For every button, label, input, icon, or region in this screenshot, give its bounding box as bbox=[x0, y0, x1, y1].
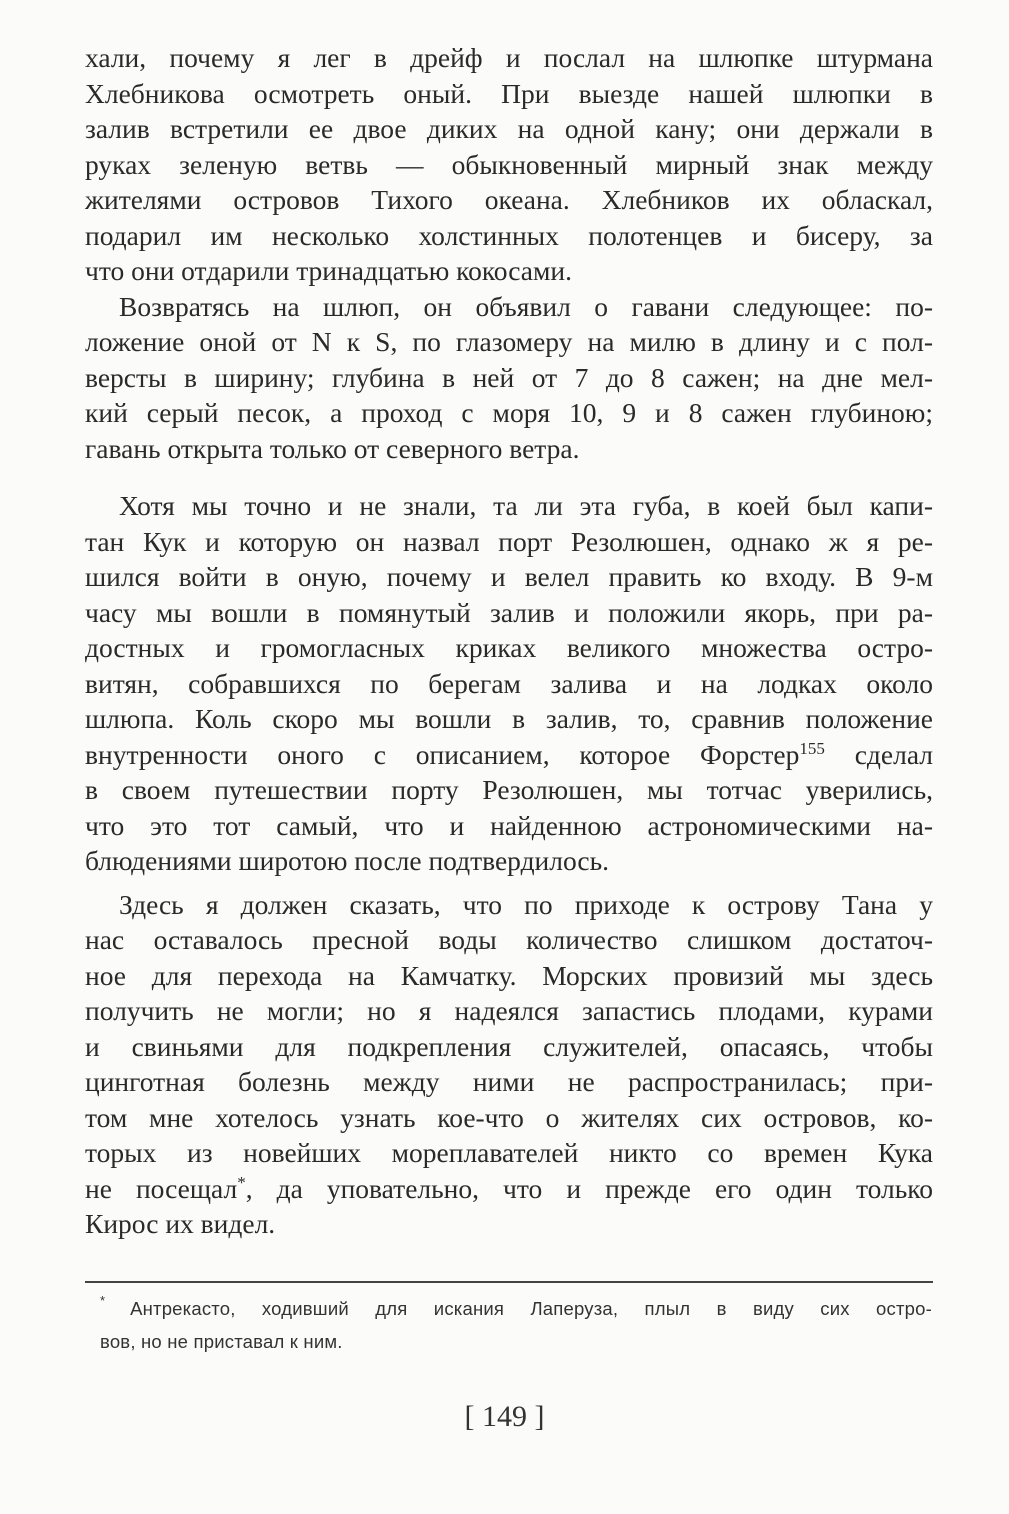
text-line bbox=[85, 737, 933, 773]
text-line: ложение оной от N к S, по глазомеру на милю в длину и с пол- bbox=[85, 326, 933, 357]
text-line: версты в ширину; глубина в ней от 7 до 8 сажен; на дне мел- bbox=[85, 361, 933, 393]
paragraph bbox=[85, 488, 933, 879]
text-line: кий серый песок, а проход с моря 10, 9 и 8 сажен глубиною; bbox=[85, 397, 933, 428]
text-line: жителями островов Тихого океана. Хлебников их обласкал, bbox=[85, 184, 933, 215]
text-line: шился войти в оную, почему и велел править ко входу. В 9-м bbox=[85, 561, 933, 592]
footnote-text: вов, но не приставал к ним. bbox=[100, 1331, 343, 1352]
body-text bbox=[85, 40, 933, 1242]
text-line: Возвратясь на шлюп, он объявил о гавани следующее: по- bbox=[119, 290, 933, 322]
paragraph bbox=[85, 887, 933, 1242]
text-line: Здесь я должен сказать, что по приходе к острову Тана у bbox=[119, 888, 933, 920]
text-line: Кирос их видел. bbox=[85, 1208, 276, 1239]
text-line: блюдениями широтою после подтвердилось. bbox=[85, 845, 610, 876]
text-line: гавань открыта только от северного ветра. bbox=[85, 432, 580, 464]
text-line: достных и громогласных криках великого множества остро- bbox=[85, 632, 933, 663]
footnote-line bbox=[100, 1325, 932, 1358]
text-segment: не посещал bbox=[85, 1172, 238, 1204]
text-line: руках зеленую ветвь — обыкновенный мирный знак между bbox=[85, 148, 933, 180]
text-line: цинготная болезнь между ними не распространилась; при- bbox=[85, 1066, 933, 1097]
text-line: часу мы вошли в помянутый залив и положили якорь, при ра- bbox=[85, 596, 933, 628]
text-line: Хлебникова осмотреть оный. При выезде нашей шлюпки в bbox=[85, 77, 933, 109]
text-line: залив встретили ее двое диких на одной кану; они держали в bbox=[85, 113, 933, 144]
paragraph bbox=[85, 289, 933, 467]
text-line: тан Кук и которую он назвал порт Резолюшен, однако ж я ре- bbox=[85, 525, 933, 557]
text-line: торых из новейших мореплавателей никто со времен Кука bbox=[85, 1137, 933, 1168]
text-line: нас оставалось пресной воды количество слишком достаточ- bbox=[85, 924, 933, 955]
text-line: в своем путешествии порту Резолюшен, мы тотчас уверились, bbox=[85, 774, 933, 805]
text-line: что это тот самый, что и найденною астрономическими на- bbox=[85, 809, 933, 841]
text-line: ное для перехода на Камчатку. Морских провизий мы здесь bbox=[85, 959, 933, 991]
text-segment: внутренности оного с описанием, которое Форстер bbox=[85, 738, 800, 770]
text-line: получить не могли; но я надеялся запастись плодами, курами bbox=[85, 995, 933, 1026]
paragraph bbox=[85, 40, 933, 289]
footnote-text: Антрекасто, ходивший для искания Лаперуза, плыл в виду сих остро- bbox=[130, 1298, 932, 1319]
footnote-line bbox=[100, 1292, 932, 1325]
footnote-reference: * bbox=[237, 1172, 246, 1192]
text-line: хали, почему я лег в дрейф и послал на шлюпке штурмана bbox=[85, 42, 933, 73]
text-segment: сделал bbox=[824, 738, 933, 770]
page-number: [ 149 ] bbox=[464, 1400, 545, 1433]
footnote-divider bbox=[85, 1281, 933, 1283]
text-line: том мне хотелось узнать кое-что о жителях сих островов, ко- bbox=[85, 1101, 933, 1133]
footnote bbox=[100, 1292, 932, 1358]
text-line: витян, собравшихся по берегам залива и на лодках около bbox=[85, 667, 933, 699]
text-line: что они отдарили тринадцатью кокосами. bbox=[85, 255, 572, 286]
text-line: Хотя мы точно и не знали, та ли эта губа, в коей был капи- bbox=[119, 490, 933, 521]
footnote-reference: 155 bbox=[799, 738, 825, 758]
text-line: шлюпа. Коль скоро мы вошли в залив, то, сравнив положение bbox=[85, 703, 933, 734]
text-line bbox=[85, 1171, 933, 1207]
text-segment: , да уповательно, что и прежде его один только bbox=[245, 1172, 933, 1204]
text-line: подарил им несколько холстинных полотенцев и бисеру, за bbox=[85, 219, 933, 251]
footnote-marker: * bbox=[100, 1293, 131, 1308]
text-line: и свиньями для подкрепления служителей, опасаясь, чтобы bbox=[85, 1030, 933, 1062]
